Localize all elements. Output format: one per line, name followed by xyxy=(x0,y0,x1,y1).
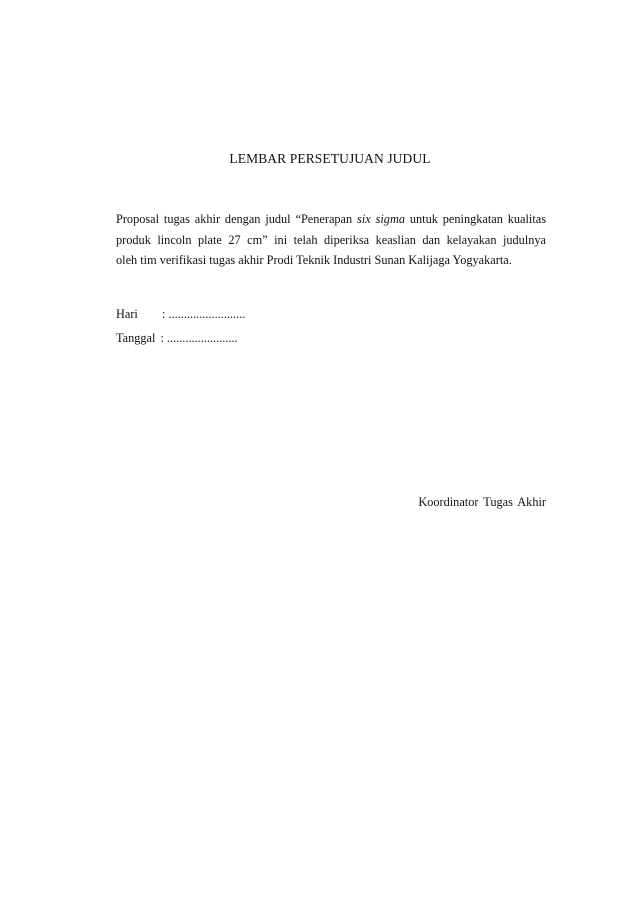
approval-paragraph xyxy=(116,209,546,271)
paragraph-line-1-end: untuk peningkatan kualitas xyxy=(404,212,546,226)
paragraph-line-1-start: Proposal tugas akhir dengan judul “Penerapan xyxy=(116,212,358,226)
paragraph-line-3: oleh tim verifikasi tugas akhir Prodi Teknik Industri Sunan Kalijaga Yogyakarta. xyxy=(116,253,512,267)
paragraph-line-2: produk lincoln plate 27 cm” ini telah diperiksa keaslian dan kelayakan judulnya xyxy=(116,232,546,247)
signature-coordinator: Koordinator Tugas Akhir xyxy=(418,495,546,509)
document-title: LEMBAR PERSETUJUAN JUDUL xyxy=(229,151,431,166)
tanggal-value: : ....................... xyxy=(160,331,238,345)
tanggal-field xyxy=(116,331,238,346)
hari-label: Hari xyxy=(116,307,138,321)
italic-term: six sigma xyxy=(357,212,405,226)
hari-field xyxy=(116,307,245,322)
hari-value: : ......................... xyxy=(162,307,246,321)
paragraph-line-1 xyxy=(116,209,546,230)
tanggal-label: Tanggal xyxy=(116,331,156,345)
